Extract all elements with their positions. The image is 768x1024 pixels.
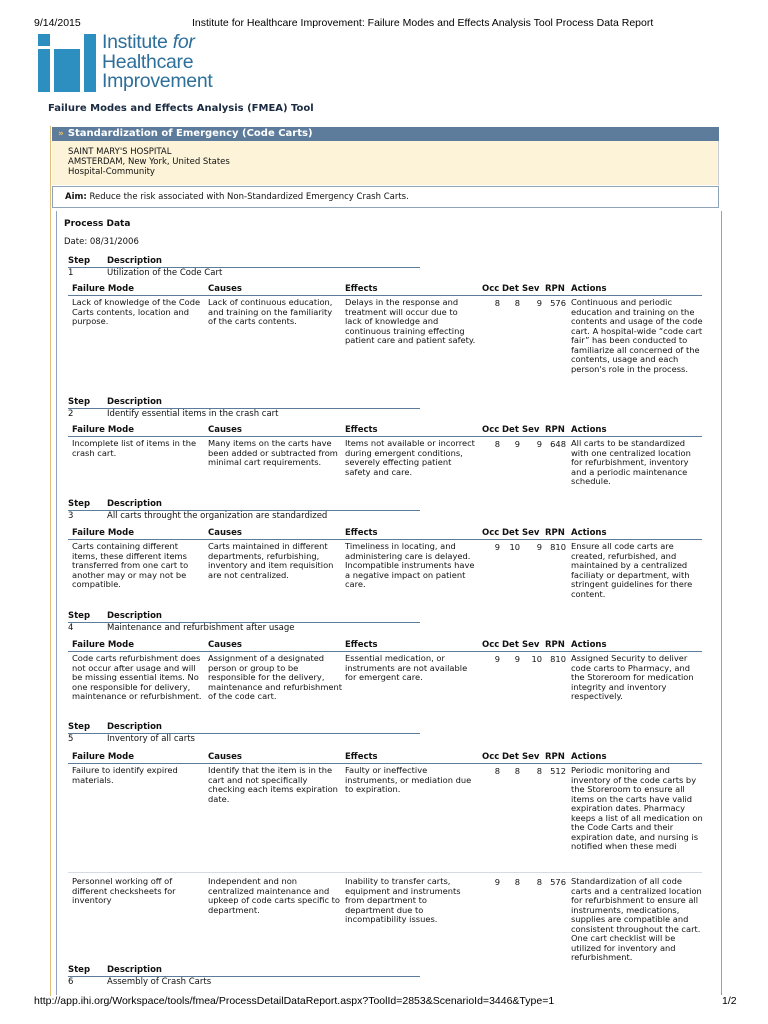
failure-mode-table-header — [68, 752, 702, 764]
det-value: 8 — [514, 877, 520, 887]
step-description: Maintenance and refurbishment after usage — [107, 623, 295, 633]
effects-column-header: Effects — [345, 284, 378, 294]
description-column-header: Description — [107, 611, 162, 621]
actions-text: Ensure all code carts are created, refurbished, and maintained by a centralized faciliaty or department, with stringent guidelines for there content. — [571, 541, 693, 599]
print-page-title: Institute for Healthcare Improvement: Failure Modes and Effects Analysis Tool Process Data Report — [192, 17, 654, 29]
actions-column-header: Actions — [571, 284, 607, 294]
actions-column-header: Actions — [571, 425, 607, 435]
step-number: 1 — [68, 268, 74, 278]
det-column-header: Det — [502, 425, 519, 435]
aim-label: Aim: — [65, 192, 87, 202]
step-block — [68, 722, 708, 746]
print-footer — [0, 995, 768, 1009]
step-column-header: Step — [68, 722, 91, 732]
project-title: Standardization of Emergency (Code Carts) — [67, 128, 313, 139]
occ-value: 9 — [494, 542, 500, 552]
step-description: All carts throught the organization are standardized — [107, 511, 328, 521]
process-data-heading: Process Data — [64, 219, 131, 229]
occ-value: 8 — [494, 298, 500, 308]
step-header-row — [68, 256, 420, 268]
det-value: 8 — [514, 766, 520, 776]
step-block — [68, 397, 708, 421]
step-header-row — [68, 611, 420, 623]
causes-text: Independent and non centralized maintenance and upkeep of code carts specific to department. — [208, 876, 341, 915]
failure-mode-table-header — [68, 284, 702, 296]
sev-column-header: Sev — [522, 752, 540, 762]
occ-value: 8 — [494, 766, 500, 776]
failure-mode-text: Personnel working off of different checksheets for inventory — [72, 876, 176, 905]
failure-mode-column-header: Failure Mode — [72, 284, 134, 294]
step-description: Utilization of the Code Cart — [107, 268, 223, 278]
det-column-header: Det — [502, 284, 519, 294]
effects-column-header: Effects — [345, 425, 378, 435]
print-date: 9/14/2015 — [34, 17, 81, 29]
sev-value: 8 — [536, 877, 542, 887]
step-header-row — [68, 397, 420, 409]
description-column-header: Description — [107, 965, 162, 975]
description-column-header: Description — [107, 499, 162, 509]
causes-column-header: Causes — [208, 284, 242, 294]
occ-value: 9 — [494, 877, 500, 887]
rpn-value: 512 — [550, 766, 566, 776]
det-value: 10 — [509, 542, 520, 552]
project-title-bar — [52, 127, 719, 141]
occ-column-header: Occ — [482, 284, 500, 294]
bullet-arrow-icon: » — [58, 129, 64, 139]
det-column-header: Det — [502, 528, 519, 538]
ihi-logo-mark-icon — [38, 34, 96, 92]
facility-info — [52, 141, 719, 185]
failure-mode-table-header — [68, 640, 702, 652]
step-column-header: Step — [68, 965, 91, 975]
effects-column-header: Effects — [345, 752, 378, 762]
failure-mode-text: Lack of knowledge of the Code Carts contents, location and purpose. — [72, 297, 201, 326]
ihi-logo — [38, 31, 238, 96]
failure-mode-table-header — [68, 425, 702, 437]
facility-location: AMSTERDAM, New York, United States — [68, 157, 230, 167]
effects-text: Timeliness in locating, and administering care is delayed. Incompatible instruments have a negative impact on patient care. — [345, 541, 475, 589]
effects-text: Delays in the response and treatment will occur due to lack of knowledge and continuous training effecting patient care and patient safety. — [345, 297, 476, 345]
print-header — [0, 17, 768, 31]
rpn-column-header: RPN — [545, 640, 565, 650]
rpn-value: 576 — [550, 298, 566, 308]
failure-mode-row — [68, 439, 702, 497]
description-column-header: Description — [107, 397, 162, 407]
causes-text: Carts maintained in different departments, refurbishing, inventory and item requisition are not centralized. — [208, 541, 334, 580]
actions-text: Continuous and periodic education and training on the contents and usage of the code cart. A hospital-wide “code cart fair” has been conducted to familiarize all concerned of the contents, usage and each person's role in the process. — [571, 297, 703, 374]
det-column-header: Det — [502, 640, 519, 650]
step-block — [68, 611, 708, 635]
failure-mode-column-header: Failure Mode — [72, 425, 134, 435]
process-data-date: Date: 08/31/2006 — [64, 237, 139, 247]
sev-value: 9 — [536, 298, 542, 308]
print-page-number: 1/2 — [722, 995, 737, 1007]
rpn-column-header: RPN — [545, 528, 565, 538]
failure-mode-column-header: Failure Mode — [72, 528, 134, 538]
causes-text: Identify that the item is in the cart and not specifically checking each items expiration date. — [208, 765, 338, 804]
rpn-column-header: RPN — [545, 284, 565, 294]
step-block — [68, 499, 708, 523]
causes-column-header: Causes — [208, 752, 242, 762]
causes-text: Many items on the carts have been added or subtracted from minimal cart requirements. — [208, 438, 338, 467]
effects-text: Inability to transfer carts, equipment and instruments from department to department due to incompatibility issues. — [345, 876, 461, 924]
step-description: Identify essential items in the crash cart — [107, 409, 279, 419]
failure-mode-row — [68, 542, 702, 604]
occ-column-header: Occ — [482, 640, 500, 650]
causes-text: Assignment of a designated person or group to be responsible for the delivery, maintenance and refurbishment of the code cart. — [208, 653, 343, 701]
step-header-row — [68, 722, 420, 734]
sev-value: 10 — [531, 654, 542, 664]
facility-type: Hospital-Community — [68, 167, 155, 177]
step-description: Assembly of Crash Carts — [107, 977, 212, 987]
print-url: http://app.ihi.org/Workspace/tools/fmea/ProcessDetailDataReport.aspx?ToolId=2853&ScenarioId=3446&Type=1 — [34, 995, 555, 1007]
det-value: 9 — [514, 654, 520, 664]
step-header-row — [68, 499, 420, 511]
failure-mode-text: Failure to identify expired materials. — [72, 765, 178, 785]
failure-mode-row — [68, 872, 702, 977]
actions-column-header: Actions — [571, 528, 607, 538]
actions-column-header: Actions — [571, 752, 607, 762]
description-column-header: Description — [107, 256, 162, 266]
step-number: 2 — [68, 409, 74, 419]
aim-statement — [52, 186, 719, 208]
failure-mode-row — [68, 298, 702, 394]
failure-mode-text: Carts containing different items, these different items transferred from one cart to another may or may not be compatible. — [72, 541, 189, 589]
sev-value: 9 — [536, 542, 542, 552]
step-header-row — [68, 965, 420, 977]
sev-value: 9 — [536, 439, 542, 449]
sev-column-header: Sev — [522, 528, 540, 538]
failure-mode-column-header: Failure Mode — [72, 752, 134, 762]
rpn-column-header: RPN — [545, 425, 565, 435]
failure-mode-row — [68, 766, 702, 876]
effects-text: Faulty or ineffective instruments, or mediation due to expiration. — [345, 765, 472, 794]
det-column-header: Det — [502, 752, 519, 762]
causes-text: Lack of continuous education, and training on the familiarity of the carts contents. — [208, 297, 333, 326]
rpn-value: 810 — [550, 542, 566, 552]
step-number: 6 — [68, 977, 74, 987]
occ-column-header: Occ — [482, 528, 500, 538]
effects-column-header: Effects — [345, 528, 378, 538]
description-column-header: Description — [107, 722, 162, 732]
effects-column-header: Effects — [345, 640, 378, 650]
det-value: 8 — [514, 298, 520, 308]
actions-text: Standardization of all code carts and a centralized location for refurbishment to ensure all instruments, medications, supplies are compatible and consistent throughout the cart. One cart checklist will be utilized for inventory and refurbishment. — [571, 876, 702, 962]
failure-mode-text: Code carts refurbishment does not occur after usage and will be missing essential items. No one responsible for delivery, maintenance or refurbishment. — [72, 653, 202, 701]
sev-column-header: Sev — [522, 284, 540, 294]
rpn-value: 810 — [550, 654, 566, 664]
step-column-header: Step — [68, 611, 91, 621]
step-block — [68, 256, 708, 280]
aim-text: Reduce the risk associated with Non-Standardized Emergency Crash Carts. — [89, 192, 409, 202]
failure-mode-column-header: Failure Mode — [72, 640, 134, 650]
step-column-header: Step — [68, 256, 91, 266]
tool-title: Failure Modes and Effects Analysis (FMEA) Tool — [48, 103, 314, 114]
causes-column-header: Causes — [208, 425, 242, 435]
sev-column-header: Sev — [522, 425, 540, 435]
actions-text: Assigned Security to deliver code carts to Pharmacy, and the Storeroom for medication integrity and inventory respectively. — [571, 653, 694, 701]
sev-value: 8 — [536, 766, 542, 776]
ihi-logo-wordmark: Institute for Healthcare Improvement — [102, 31, 213, 92]
causes-column-header: Causes — [208, 528, 242, 538]
det-value: 9 — [514, 439, 520, 449]
step-block — [68, 965, 708, 989]
occ-column-header: Occ — [482, 425, 500, 435]
occ-value: 8 — [494, 439, 500, 449]
occ-column-header: Occ — [482, 752, 500, 762]
actions-text: All carts to be standardized with one centralized location for refurbishment, inventory and a periodic maintenance schedule. — [571, 438, 691, 486]
step-description: Inventory of all carts — [107, 734, 195, 744]
sev-column-header: Sev — [522, 640, 540, 650]
rpn-value: 648 — [550, 439, 566, 449]
actions-text: Periodic monitoring and inventory of the code carts by the Storeroom to ensure all items on the carts have valid expiration dates. Pharmacy keeps a list of all medication on the Code Carts and their expiration date, and nursing is notified when these medi — [571, 765, 703, 851]
rpn-column-header: RPN — [545, 752, 565, 762]
failure-mode-text: Incomplete list of items in the crash cart. — [72, 438, 197, 458]
step-number: 4 — [68, 623, 74, 633]
step-column-header: Step — [68, 499, 91, 509]
rpn-value: 576 — [550, 877, 566, 887]
effects-text: Essential medication, or instruments are not available for emergent care. — [345, 653, 468, 682]
causes-column-header: Causes — [208, 640, 242, 650]
step-column-header: Step — [68, 397, 91, 407]
effects-text: Items not available or incorrect during emergent conditions, severely effecting patient safety and care. — [345, 438, 475, 477]
step-number: 5 — [68, 734, 74, 744]
facility-name: SAINT MARY'S HOSPITAL — [68, 147, 172, 157]
step-number: 3 — [68, 511, 74, 521]
failure-mode-table-header — [68, 528, 702, 540]
occ-value: 9 — [494, 654, 500, 664]
actions-column-header: Actions — [571, 640, 607, 650]
failure-mode-row — [68, 654, 702, 718]
